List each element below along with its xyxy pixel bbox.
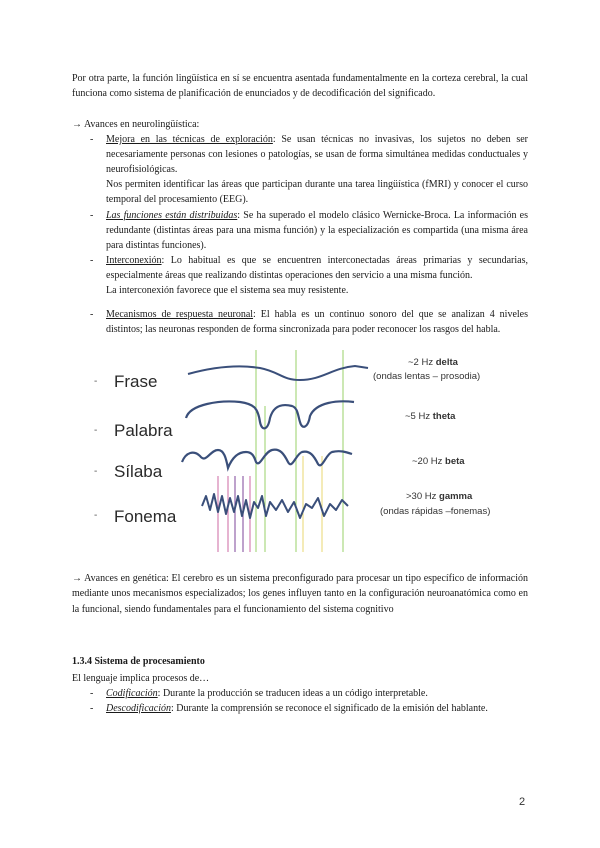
band-freq: ~5 Hz theta (405, 411, 456, 422)
neuro-item-extra: La interconexión favorece que el sistema sea muy resistente. (106, 285, 349, 297)
beta-wave (182, 450, 352, 468)
row-label-fonema: Fonema (114, 507, 177, 526)
neuro-item-label: Mejora en las técnicas de exploración (106, 134, 273, 145)
neuro-item-text: : Se usan técnicas no invasivas, los sujetos no deben ser necesariamente personas con lesiones o patologías, se usan de forma simultánea medidas conductuales y neurofisiológicas. (106, 134, 528, 176)
intro-paragraph: Por otra parte, la función lingüística en sí se encuentra asentada fundamentalmente en la corteza cerebral, la cual funciona como sistema de planificación de enunciados y de decodificación del significado. (72, 73, 528, 100)
process-item-text: : Durante la producción se traducen ideas a un código interpretable. (157, 688, 428, 699)
bullet-dash: - (90, 210, 94, 221)
neuro-item-label: Mecanismos de respuesta neuronal (106, 309, 254, 320)
bullet-dash: - (90, 134, 94, 145)
genetics-paragraph: → Avances en genética: El cerebro es un sistema preconfigurado para procesar un tipo específico de información mediante unos mecanismos especializados; los genes influyen tanto en la configuración neuroanatómica como en la funcional, siendo fundamentales para el funcionamiento del sistema cognitivo (72, 573, 528, 615)
row-label-silaba: Sílaba (114, 462, 163, 481)
band-freq: >30 Hz gamma (406, 491, 473, 502)
row-dash: - (94, 376, 98, 387)
bullet-dash: - (90, 255, 94, 266)
section-heading: 1.3.4 Sistema de procesamiento (72, 656, 205, 667)
process-item-label: Codificación (106, 688, 158, 699)
gamma-wave (202, 494, 348, 518)
neuro-item-text: : Se ha superado el modelo clásico Wernicke-Broca. La información es redundante (distintas áreas para una misma función) y la especialización es compartida (una misma área para distintas funciones). (106, 210, 528, 252)
row-label-frase: Frase (114, 372, 158, 391)
process-item-coding (72, 686, 528, 701)
row-dash: - (94, 510, 98, 521)
band-freq: ~2 Hz delta (408, 357, 458, 368)
neuro-item-distributed (72, 208, 528, 253)
neuro-item-label: Interconexión (106, 255, 162, 266)
bullet-dash: - (90, 688, 94, 699)
delta-wave (188, 366, 368, 380)
neuro-item-interconnection (72, 253, 528, 298)
process-item-decoding (72, 701, 528, 716)
band-note: (ondas lentas – prosodia) (373, 371, 481, 382)
page-number: 2 (519, 796, 526, 808)
neuro-item-label: Las funciones están distribuidas (106, 210, 238, 221)
neuro-item-extra: Nos permiten identificar las áreas que participan durante una tarea lingüística (fMRI) y conocer el curso temporal del procesamiento (EEG). (106, 179, 528, 206)
row-label-palabra: Palabra (114, 421, 173, 440)
process-item-label: Descodificación (106, 703, 171, 714)
process-item-text: : Durante la comprensión se reconoce el significado de la emisión del hablante. (170, 703, 488, 714)
band-freq: ~20 Hz beta (412, 456, 465, 467)
neuro-item-neural-response (72, 307, 528, 337)
neuro-heading: → Avances en neurolingüística: (72, 119, 200, 130)
bullet-dash: - (90, 309, 94, 320)
row-dash: - (94, 425, 98, 436)
row-dash: - (94, 466, 98, 477)
bullet-dash: - (90, 703, 94, 714)
oscillation-figure (70, 346, 530, 556)
neuro-item-text: : Lo habitual es que se encuentren interconectadas áreas primarias y secundarias, especialmente áreas que realizando distintas operaciones den servicio a una misma función. (106, 255, 528, 282)
neuro-item-techniques (72, 132, 528, 207)
theta-wave (186, 401, 354, 428)
section-intro: El lenguaje implica procesos de… (72, 673, 210, 684)
band-note: (ondas rápidas –fonemas) (380, 506, 491, 517)
neuro-item-text: : El habla es un continuo sonoro del que se analizan 4 niveles distintos; las neuronas responden de forma sincronizada para poder reconocer los rasgos del habla. (106, 309, 528, 336)
